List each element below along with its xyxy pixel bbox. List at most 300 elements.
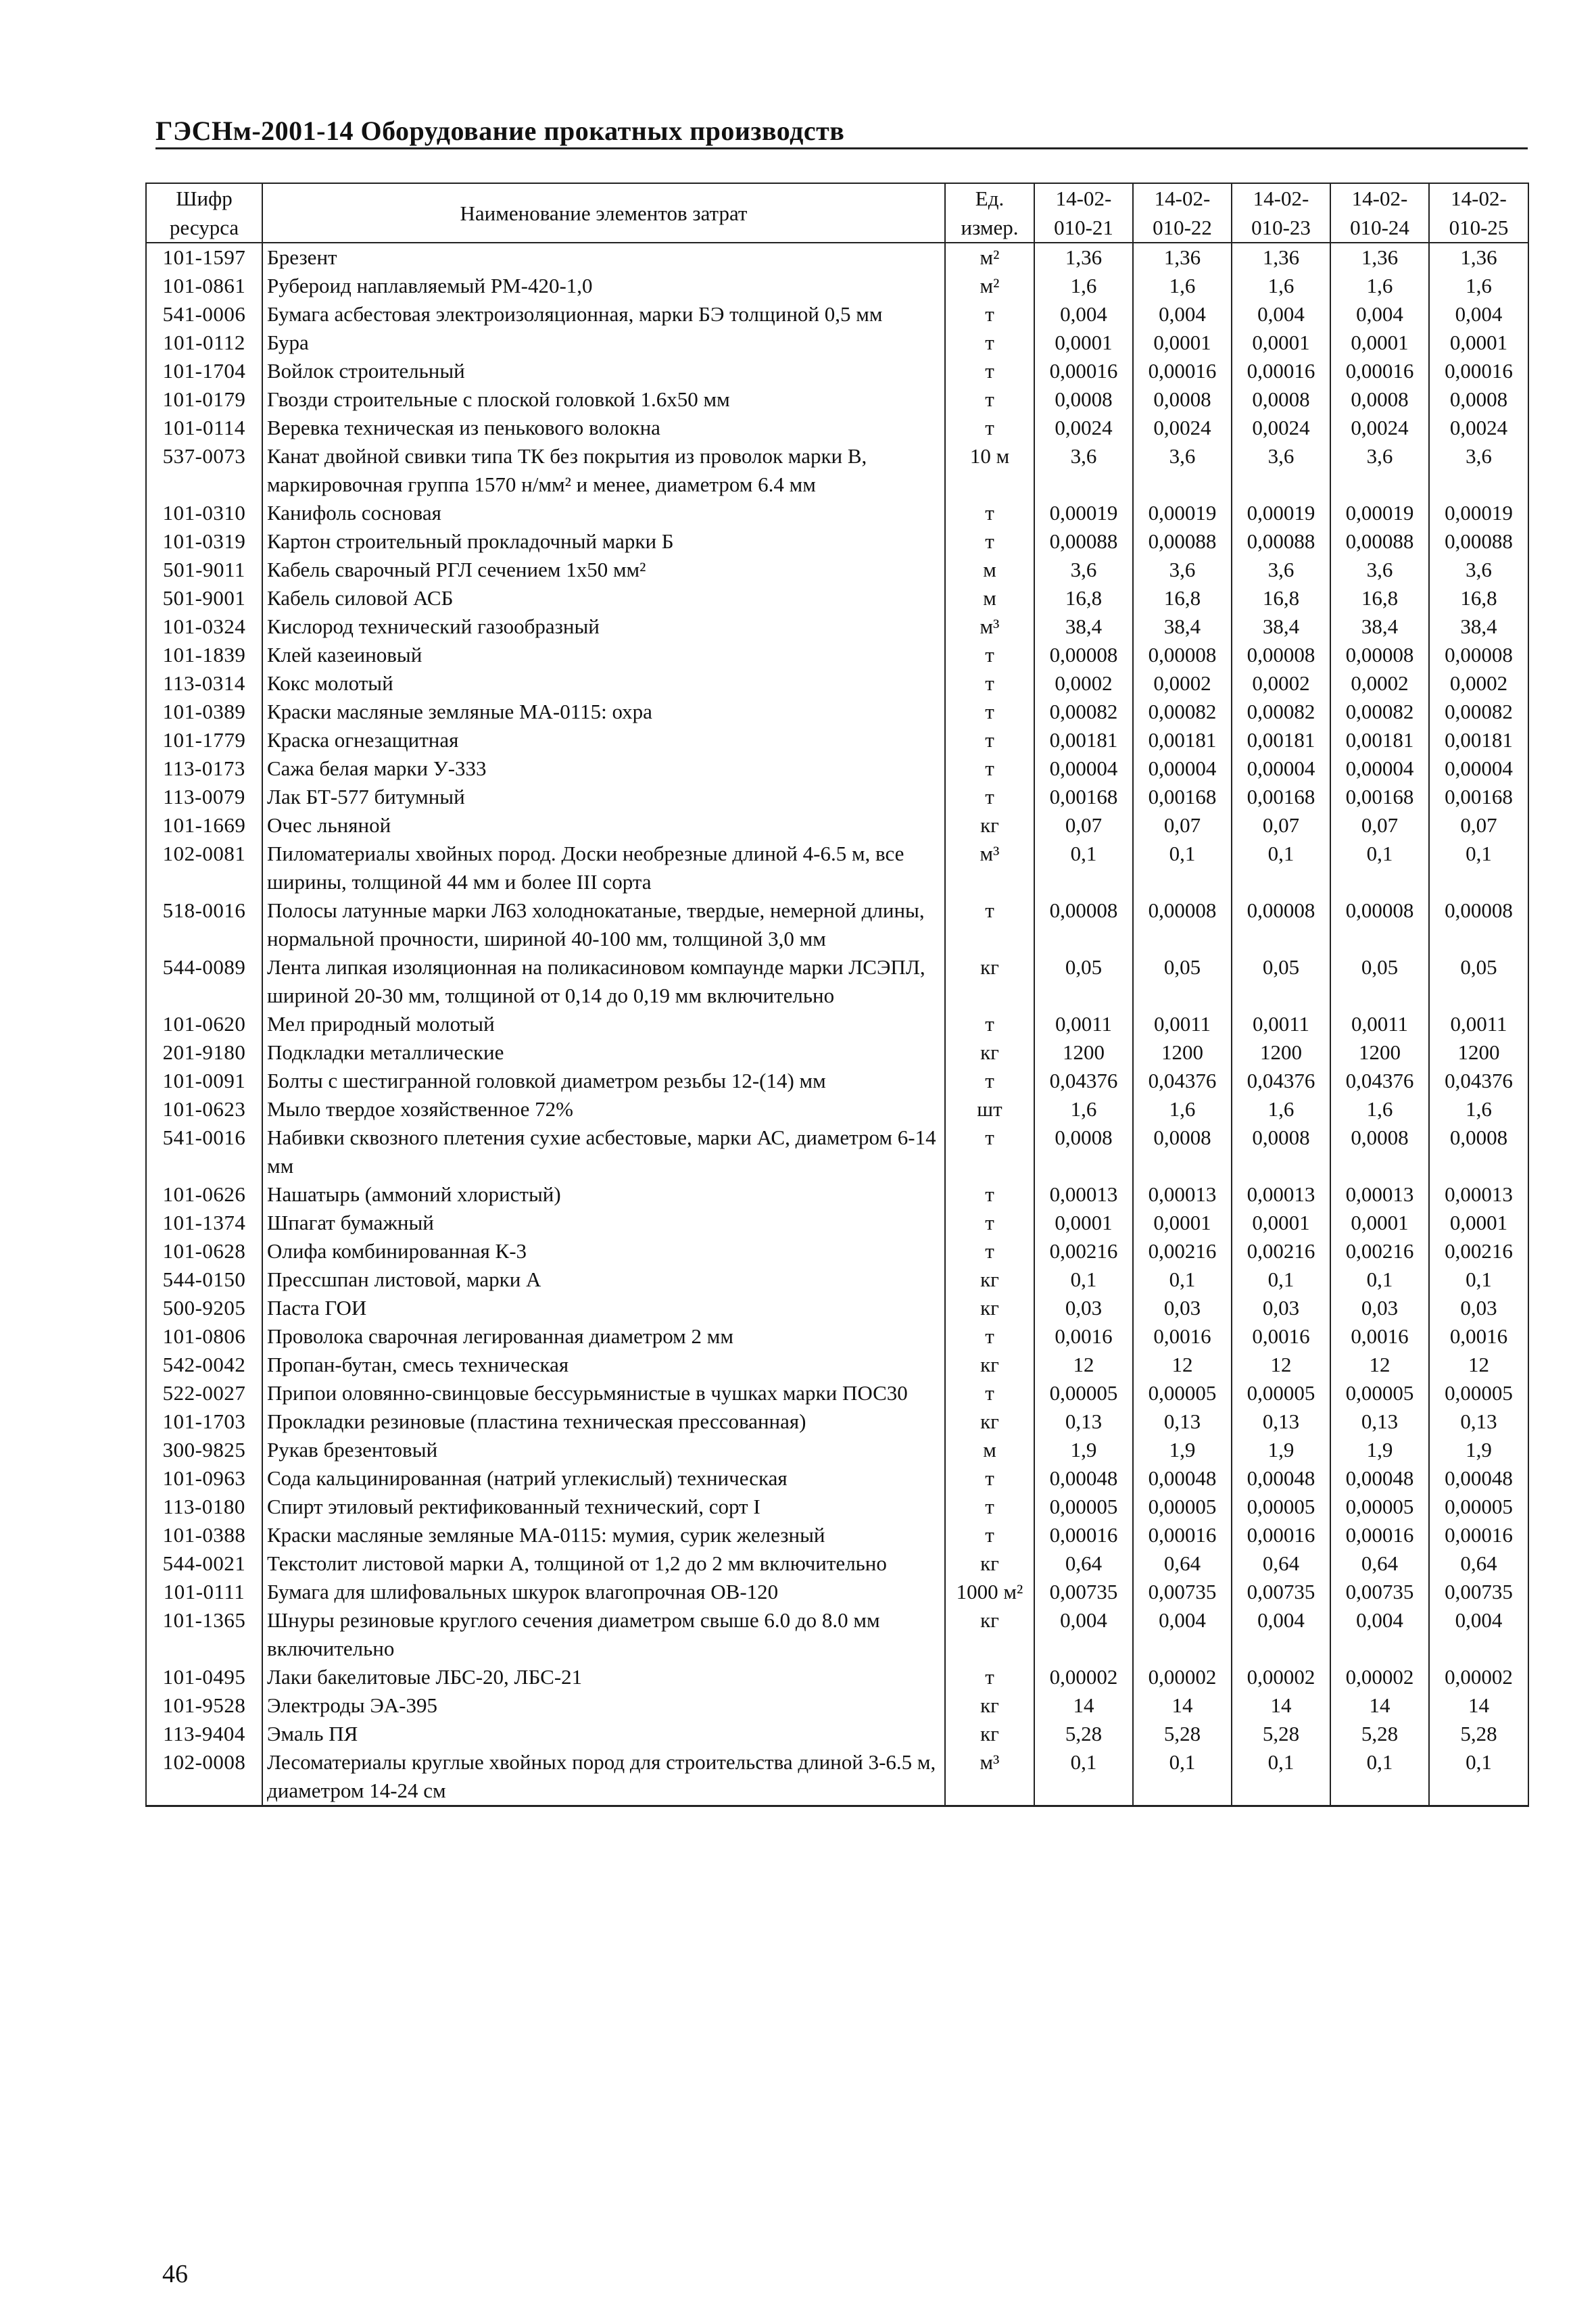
- row-unit: т: [945, 1209, 1034, 1237]
- row-code: 541-0006: [146, 300, 262, 329]
- table-row: [146, 953, 1528, 1010]
- table-row: [146, 499, 1528, 527]
- row-value: 0,00735: [1429, 1578, 1528, 1606]
- row-name: Прессшпан листовой, марки А: [262, 1265, 945, 1294]
- row-value: 0,00016: [1133, 357, 1232, 385]
- row-value: 0,0011: [1429, 1010, 1528, 1038]
- row-value: 0,1: [1232, 1748, 1330, 1806]
- table-row: [146, 612, 1528, 641]
- row-value: 0,13: [1034, 1407, 1133, 1436]
- row-value: 0,00005: [1232, 1379, 1330, 1407]
- row-code: 101-0389: [146, 698, 262, 726]
- row-code: 101-0112: [146, 329, 262, 357]
- row-value: 0,07: [1034, 811, 1133, 840]
- row-unit: кг: [945, 953, 1034, 1010]
- row-name: Лак БТ-577 битумный: [262, 783, 945, 811]
- row-value: 0,03: [1034, 1294, 1133, 1322]
- row-value: 0,00004: [1429, 754, 1528, 783]
- row-value: 0,0016: [1232, 1322, 1330, 1351]
- page-title: ГЭСНм-2001-14 Оборудование прокатных производств: [155, 116, 845, 146]
- table-row: [146, 1691, 1528, 1720]
- row-unit: кг: [945, 1407, 1034, 1436]
- row-value: 0,1: [1232, 840, 1330, 896]
- row-name: Олифа комбинированная К-3: [262, 1237, 945, 1265]
- row-unit: т: [945, 329, 1034, 357]
- row-value: 0,03: [1232, 1294, 1330, 1322]
- row-value: 12: [1034, 1351, 1133, 1379]
- row-value: 0,00016: [1034, 1521, 1133, 1549]
- row-value: 0,0008: [1330, 1124, 1429, 1180]
- row-value: 3,6: [1133, 556, 1232, 584]
- row-value: 0,00013: [1232, 1180, 1330, 1209]
- row-code: 101-1669: [146, 811, 262, 840]
- row-value: 0,04376: [1034, 1067, 1133, 1095]
- table-row: [146, 669, 1528, 698]
- row-unit: 1000 м²: [945, 1578, 1034, 1606]
- row-value: 0,00735: [1232, 1578, 1330, 1606]
- row-unit: т: [945, 300, 1034, 329]
- row-name: Веревка техническая из пенькового волокна: [262, 414, 945, 442]
- row-value: 0,00019: [1232, 499, 1330, 527]
- row-value: 1,9: [1429, 1436, 1528, 1464]
- row-code: 101-1365: [146, 1606, 262, 1663]
- row-unit: т: [945, 499, 1034, 527]
- row-code: 101-0623: [146, 1095, 262, 1124]
- row-unit: т: [945, 1663, 1034, 1691]
- row-value: 0,0008: [1330, 385, 1429, 414]
- row-value: 0,05: [1034, 953, 1133, 1010]
- row-value: 0,1: [1133, 1748, 1232, 1806]
- row-value: 0,00016: [1034, 357, 1133, 385]
- row-value: 1200: [1330, 1038, 1429, 1067]
- row-name: Войлок строительный: [262, 357, 945, 385]
- row-value: 0,00168: [1429, 783, 1528, 811]
- row-name: Пиломатериалы хвойных пород. Доски необрезные длиной 4-6.5 м, все ширины, толщиной 44 мм и более III сорта: [262, 840, 945, 896]
- header-name: Наименование элементов затрат: [262, 183, 945, 243]
- row-value: 38,4: [1232, 612, 1330, 641]
- row-value: 0,00181: [1429, 726, 1528, 754]
- row-value: 5,28: [1330, 1720, 1429, 1748]
- row-unit: кг: [945, 1351, 1034, 1379]
- row-name: Подкладки металлические: [262, 1038, 945, 1067]
- row-name: Болты с шестигранной головкой диаметром резьбы 12-(14) мм: [262, 1067, 945, 1095]
- row-unit: м: [945, 556, 1034, 584]
- row-value: 1,36: [1034, 243, 1133, 272]
- row-value: 0,00008: [1133, 896, 1232, 953]
- row-value: 0,00181: [1232, 726, 1330, 754]
- row-value: 0,00082: [1330, 698, 1429, 726]
- row-value: 1200: [1232, 1038, 1330, 1067]
- row-value: 1,6: [1232, 272, 1330, 300]
- row-unit: т: [945, 1379, 1034, 1407]
- row-value: 38,4: [1133, 612, 1232, 641]
- row-value: 0,00016: [1330, 357, 1429, 385]
- row-value: 14: [1232, 1691, 1330, 1720]
- row-value: 38,4: [1330, 612, 1429, 641]
- row-value: 0,1: [1133, 840, 1232, 896]
- row-value: 0,00181: [1034, 726, 1133, 754]
- row-value: 0,00002: [1133, 1663, 1232, 1691]
- row-value: 0,64: [1330, 1549, 1429, 1578]
- row-value: 0,004: [1429, 1606, 1528, 1663]
- row-value: 0,0016: [1330, 1322, 1429, 1351]
- row-value: 0,00048: [1034, 1464, 1133, 1493]
- row-value: 14: [1429, 1691, 1528, 1720]
- row-name: Эмаль ПЯ: [262, 1720, 945, 1748]
- row-value: 0,00168: [1133, 783, 1232, 811]
- row-value: 0,00002: [1429, 1663, 1528, 1691]
- row-value: 12: [1232, 1351, 1330, 1379]
- row-value: 0,1: [1429, 1265, 1528, 1294]
- row-value: 1200: [1034, 1038, 1133, 1067]
- row-value: 0,1: [1429, 840, 1528, 896]
- row-unit: м: [945, 1436, 1034, 1464]
- row-unit: м: [945, 584, 1034, 612]
- row-unit: т: [945, 1124, 1034, 1180]
- row-code: 113-0173: [146, 754, 262, 783]
- row-value: 0,00004: [1133, 754, 1232, 783]
- row-value: 0,07: [1232, 811, 1330, 840]
- row-value: 0,00088: [1429, 527, 1528, 556]
- header-col-1: 14-02-010-21: [1034, 183, 1133, 243]
- row-unit: шт: [945, 1095, 1034, 1124]
- row-value: 1,6: [1133, 272, 1232, 300]
- row-name: Полосы латунные марки Л63 холоднокатаные, твердые, немерной длины, нормальной прочности, шириной 40-100 мм, толщиной 3,0 мм: [262, 896, 945, 953]
- table-row: [146, 385, 1528, 414]
- row-unit: кг: [945, 1265, 1034, 1294]
- row-value: 0,004: [1133, 300, 1232, 329]
- table-row: [146, 1038, 1528, 1067]
- row-value: 0,00008: [1232, 896, 1330, 953]
- row-value: 0,00008: [1133, 641, 1232, 669]
- row-name: Набивки сквозного плетения сухие асбестовые, марки АС, диаметром 6-14 мм: [262, 1124, 945, 1180]
- row-value: 0,00216: [1034, 1237, 1133, 1265]
- row-value: 0,1: [1034, 1748, 1133, 1806]
- row-value: 3,6: [1034, 442, 1133, 499]
- row-code: 101-0111: [146, 1578, 262, 1606]
- row-name: Нашатырь (аммоний хлористый): [262, 1180, 945, 1209]
- row-value: 1,6: [1429, 1095, 1528, 1124]
- table-row: [146, 1720, 1528, 1748]
- row-value: 0,004: [1232, 1606, 1330, 1663]
- row-value: 0,00008: [1330, 896, 1429, 953]
- row-value: 0,1: [1429, 1748, 1528, 1806]
- row-value: 5,28: [1034, 1720, 1133, 1748]
- row-value: 0,0011: [1034, 1010, 1133, 1038]
- row-value: 0,00019: [1133, 499, 1232, 527]
- row-unit: т: [945, 1067, 1034, 1095]
- row-value: 0,04376: [1133, 1067, 1232, 1095]
- row-value: 0,0011: [1133, 1010, 1232, 1038]
- row-name: Пропан-бутан, смесь техническая: [262, 1351, 945, 1379]
- row-value: 0,0008: [1429, 1124, 1528, 1180]
- row-unit: м³: [945, 840, 1034, 896]
- row-value: 0,00048: [1429, 1464, 1528, 1493]
- resource-table: [145, 183, 1529, 1807]
- row-value: 1,6: [1034, 272, 1133, 300]
- row-code: 518-0016: [146, 896, 262, 953]
- row-code: 101-0626: [146, 1180, 262, 1209]
- row-value: 0,00013: [1429, 1180, 1528, 1209]
- row-value: 0,0016: [1133, 1322, 1232, 1351]
- header-divider: [155, 147, 1528, 149]
- row-unit: т: [945, 1180, 1034, 1209]
- row-name: Лесоматериалы круглые хвойных пород для строительства длиной 3-6.5 м, диаметром 14-24 см: [262, 1748, 945, 1806]
- header-code: Шифр ресурса: [146, 183, 262, 243]
- row-value: 0,07: [1133, 811, 1232, 840]
- row-value: 0,00005: [1232, 1493, 1330, 1521]
- row-value: 0,00002: [1330, 1663, 1429, 1691]
- row-value: 0,0001: [1232, 329, 1330, 357]
- row-value: 0,04376: [1232, 1067, 1330, 1095]
- row-value: 14: [1133, 1691, 1232, 1720]
- row-value: 0,004: [1034, 1606, 1133, 1663]
- row-name: Рукав брезентовый: [262, 1436, 945, 1464]
- row-code: 101-0324: [146, 612, 262, 641]
- row-value: 0,00168: [1034, 783, 1133, 811]
- table-row: [146, 1578, 1528, 1606]
- row-code: 102-0008: [146, 1748, 262, 1806]
- row-name: Брезент: [262, 243, 945, 272]
- row-name: Шпагат бумажный: [262, 1209, 945, 1237]
- row-value: 0,1: [1330, 1265, 1429, 1294]
- row-value: 0,0008: [1133, 385, 1232, 414]
- row-value: 0,00013: [1330, 1180, 1429, 1209]
- row-unit: т: [945, 527, 1034, 556]
- row-value: 1,6: [1330, 272, 1429, 300]
- row-value: 0,00168: [1232, 783, 1330, 811]
- row-value: 0,0002: [1429, 669, 1528, 698]
- row-name: Рубероид наплавляемый РМ-420-1,0: [262, 272, 945, 300]
- row-unit: м²: [945, 272, 1034, 300]
- row-value: 0,00005: [1133, 1379, 1232, 1407]
- row-code: 101-1597: [146, 243, 262, 272]
- row-value: 1,6: [1429, 272, 1528, 300]
- row-name: Кислород технический газообразный: [262, 612, 945, 641]
- row-value: 0,00016: [1232, 1521, 1330, 1549]
- row-code: 537-0073: [146, 442, 262, 499]
- row-value: 1,36: [1330, 243, 1429, 272]
- row-code: 101-1374: [146, 1209, 262, 1237]
- row-value: 0,05: [1330, 953, 1429, 1010]
- row-value: 3,6: [1133, 442, 1232, 499]
- row-value: 14: [1330, 1691, 1429, 1720]
- row-value: 0,0001: [1429, 1209, 1528, 1237]
- page-number: 46: [162, 2260, 188, 2288]
- table-row: [146, 1464, 1528, 1493]
- row-unit: м³: [945, 612, 1034, 641]
- row-value: 0,13: [1232, 1407, 1330, 1436]
- row-value: 0,03: [1330, 1294, 1429, 1322]
- row-value: 0,004: [1232, 300, 1330, 329]
- row-value: 0,00216: [1330, 1237, 1429, 1265]
- row-value: 0,0001: [1330, 1209, 1429, 1237]
- row-code: 300-9825: [146, 1436, 262, 1464]
- row-code: 101-0620: [146, 1010, 262, 1038]
- row-name: Проволока сварочная легированная диаметром 2 мм: [262, 1322, 945, 1351]
- table-row: [146, 357, 1528, 385]
- table-row: [146, 1549, 1528, 1578]
- row-value: 0,00088: [1034, 527, 1133, 556]
- row-value: 0,00016: [1133, 1521, 1232, 1549]
- row-value: 0,00004: [1034, 754, 1133, 783]
- row-code: 201-9180: [146, 1038, 262, 1067]
- row-code: 101-0628: [146, 1237, 262, 1265]
- header-col-2: 14-02-010-22: [1133, 183, 1232, 243]
- header-col-3: 14-02-010-23: [1232, 183, 1330, 243]
- row-value: 0,00181: [1330, 726, 1429, 754]
- row-unit: т: [945, 896, 1034, 953]
- row-value: 0,00013: [1034, 1180, 1133, 1209]
- row-code: 542-0042: [146, 1351, 262, 1379]
- row-code: 101-0806: [146, 1322, 262, 1351]
- row-value: 0,0002: [1232, 669, 1330, 698]
- row-value: 14: [1034, 1691, 1133, 1720]
- row-value: 3,6: [1034, 556, 1133, 584]
- row-value: 0,00082: [1034, 698, 1133, 726]
- table-row: [146, 1209, 1528, 1237]
- row-value: 0,0024: [1330, 414, 1429, 442]
- row-value: 0,00008: [1034, 896, 1133, 953]
- row-name: Мел природный молотый: [262, 1010, 945, 1038]
- row-value: 0,64: [1232, 1549, 1330, 1578]
- row-value: 0,00013: [1133, 1180, 1232, 1209]
- row-name: Припои оловянно-свинцовые бессурьмянистые в чушках марки ПОС30: [262, 1379, 945, 1407]
- row-name: Канат двойной свивки типа ТК без покрытия из проволок марки В, маркировочная группа 1570 н/мм² и менее, диаметром 6.4 мм: [262, 442, 945, 499]
- row-value: 3,6: [1232, 442, 1330, 499]
- row-value: 12: [1330, 1351, 1429, 1379]
- table-row: [146, 726, 1528, 754]
- row-value: 0,00008: [1034, 641, 1133, 669]
- row-value: 0,0024: [1034, 414, 1133, 442]
- row-value: 0,00048: [1330, 1464, 1429, 1493]
- row-value: 0,0001: [1034, 1209, 1133, 1237]
- table-body: [146, 243, 1528, 1806]
- row-value: 0,0001: [1133, 1209, 1232, 1237]
- row-code: 102-0081: [146, 840, 262, 896]
- row-code: 101-0179: [146, 385, 262, 414]
- row-unit: т: [945, 698, 1034, 726]
- table-row: [146, 1606, 1528, 1663]
- row-name: Краски масляные земляные МА-0115: мумия, сурик железный: [262, 1521, 945, 1549]
- row-name: Краска огнезащитная: [262, 726, 945, 754]
- row-value: 0,64: [1429, 1549, 1528, 1578]
- row-unit: т: [945, 1521, 1034, 1549]
- row-unit: т: [945, 1493, 1034, 1521]
- row-value: 0,00735: [1330, 1578, 1429, 1606]
- row-value: 0,00016: [1232, 357, 1330, 385]
- row-unit: т: [945, 385, 1034, 414]
- row-value: 0,13: [1330, 1407, 1429, 1436]
- row-unit: кг: [945, 1038, 1034, 1067]
- row-value: 0,00048: [1133, 1464, 1232, 1493]
- row-value: 0,0008: [1429, 385, 1528, 414]
- row-unit: т: [945, 1010, 1034, 1038]
- row-unit: т: [945, 669, 1034, 698]
- row-value: 0,0011: [1232, 1010, 1330, 1038]
- row-value: 0,00216: [1429, 1237, 1528, 1265]
- table-row: [146, 1067, 1528, 1095]
- row-value: 1,6: [1133, 1095, 1232, 1124]
- table-row: [146, 584, 1528, 612]
- row-unit: т: [945, 641, 1034, 669]
- row-unit: 10 м: [945, 442, 1034, 499]
- row-value: 0,00216: [1232, 1237, 1330, 1265]
- row-value: 38,4: [1429, 612, 1528, 641]
- row-value: 0,1: [1330, 1748, 1429, 1806]
- row-unit: кг: [945, 1549, 1034, 1578]
- row-code: 544-0021: [146, 1549, 262, 1578]
- row-code: 541-0016: [146, 1124, 262, 1180]
- row-value: 0,00005: [1034, 1493, 1133, 1521]
- row-value: 12: [1429, 1351, 1528, 1379]
- row-value: 0,1: [1034, 840, 1133, 896]
- row-unit: т: [945, 1322, 1034, 1351]
- row-code: 113-0079: [146, 783, 262, 811]
- row-value: 0,00088: [1330, 527, 1429, 556]
- header-unit: Ед. измер.: [945, 183, 1034, 243]
- table-row: [146, 329, 1528, 357]
- table-row: [146, 896, 1528, 953]
- row-value: 5,28: [1232, 1720, 1330, 1748]
- row-value: 0,00008: [1330, 641, 1429, 669]
- row-name: Бура: [262, 329, 945, 357]
- table-row: [146, 1748, 1528, 1806]
- row-value: 3,6: [1330, 442, 1429, 499]
- row-unit: т: [945, 726, 1034, 754]
- row-value: 0,00735: [1133, 1578, 1232, 1606]
- row-value: 5,28: [1429, 1720, 1528, 1748]
- row-name: Электроды ЭА-395: [262, 1691, 945, 1720]
- table-row: [146, 840, 1528, 896]
- row-name: Клей казеиновый: [262, 641, 945, 669]
- row-value: 0,00088: [1232, 527, 1330, 556]
- row-value: 3,6: [1232, 556, 1330, 584]
- row-value: 0,00019: [1034, 499, 1133, 527]
- row-code: 101-9528: [146, 1691, 262, 1720]
- row-value: 0,00005: [1034, 1379, 1133, 1407]
- row-code: 544-0089: [146, 953, 262, 1010]
- row-name: Краски масляные земляные МА-0115: охра: [262, 698, 945, 726]
- row-code: 501-9001: [146, 584, 262, 612]
- row-value: 0,00005: [1133, 1493, 1232, 1521]
- row-value: 0,0008: [1133, 1124, 1232, 1180]
- row-value: 0,00019: [1429, 499, 1528, 527]
- row-value: 0,64: [1034, 1549, 1133, 1578]
- row-code: 101-0091: [146, 1067, 262, 1095]
- row-value: 1200: [1429, 1038, 1528, 1067]
- row-name: Лента липкая изоляционная на поликасиновом компаунде марки ЛСЭПЛ, шириной 20-30 мм, толщиной от 0,14 до 0,19 мм включительно: [262, 953, 945, 1010]
- row-value: 0,1: [1232, 1265, 1330, 1294]
- table-row: [146, 1663, 1528, 1691]
- row-value: 0,0024: [1133, 414, 1232, 442]
- row-code: 101-1703: [146, 1407, 262, 1436]
- row-unit: м²: [945, 243, 1034, 272]
- row-code: 544-0150: [146, 1265, 262, 1294]
- row-value: 0,00016: [1429, 1521, 1528, 1549]
- row-code: 101-0495: [146, 1663, 262, 1691]
- row-name: Текстолит листовой марки А, толщиной от 1,2 до 2 мм включительно: [262, 1549, 945, 1578]
- row-value: 0,03: [1429, 1294, 1528, 1322]
- row-value: 0,0001: [1133, 329, 1232, 357]
- row-value: 3,6: [1429, 442, 1528, 499]
- table-row: [146, 442, 1528, 499]
- row-code: 113-0314: [146, 669, 262, 698]
- row-code: 101-0388: [146, 1521, 262, 1549]
- table-row: [146, 1265, 1528, 1294]
- row-value: 1,9: [1133, 1436, 1232, 1464]
- table-row: [146, 1180, 1528, 1209]
